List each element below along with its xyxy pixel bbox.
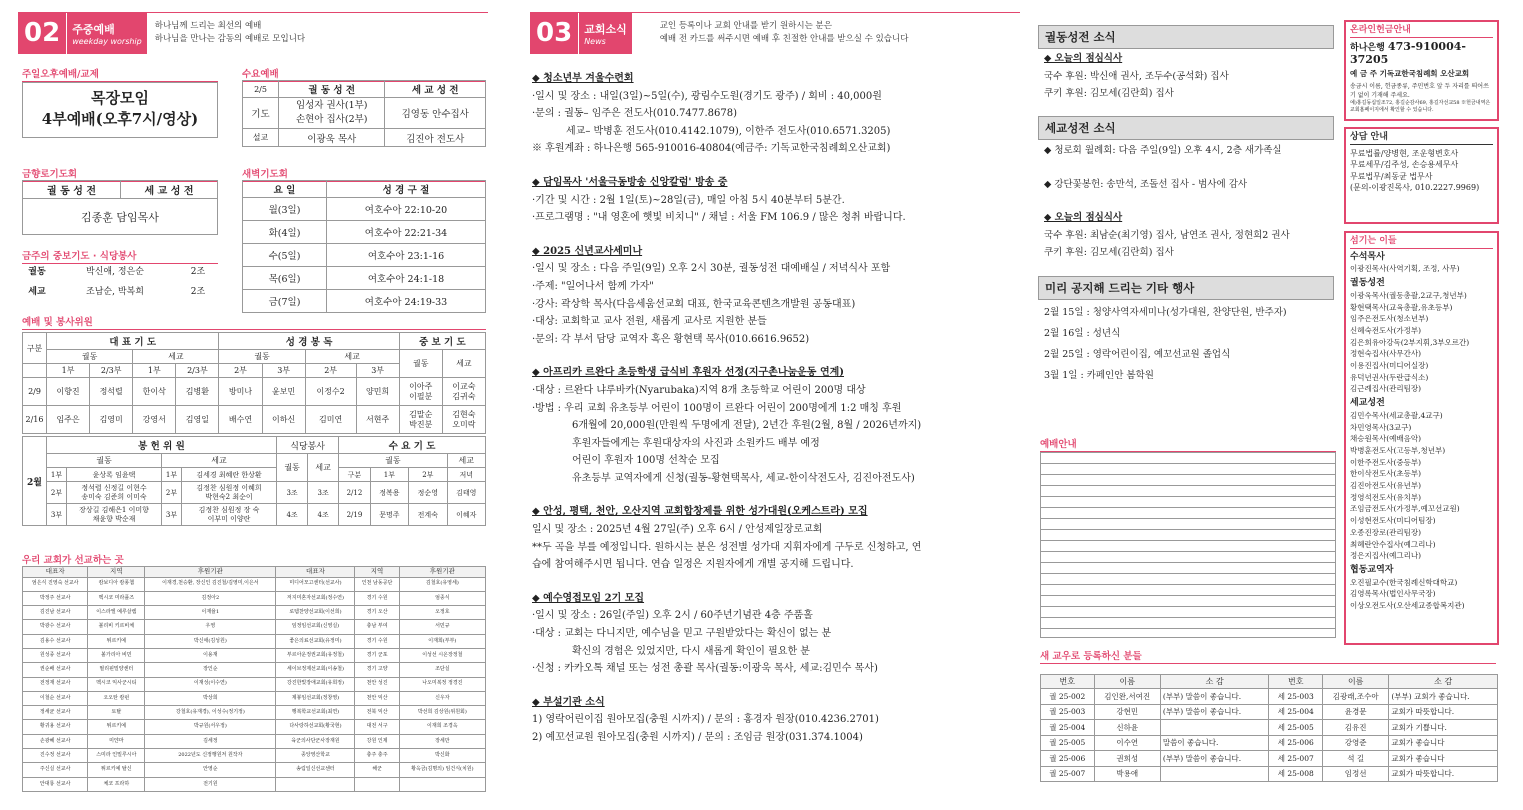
news-list [532,70,921,747]
table-cell: 지역 [355,567,399,578]
table-cell: 다사랑하선교회(황국현) [276,720,355,734]
table-cell: (부부) 교회가 좋습니다. [1389,689,1498,705]
table-cell: 안대룡 선교사 [23,777,88,791]
table-cell: 김정아2 [145,591,276,605]
table-cell: 엄종식 [399,591,485,605]
table-cell: 이름 [1323,675,1389,689]
table-cell: 세 25-004 [1269,704,1323,720]
table-cell: 나오미복정 정경진 [399,677,485,691]
page-section-title: 주중예배 weekday worship [66,12,147,54]
table-cell: 튀르키예 [88,720,145,734]
sunday-line2: 4부예배(오후7시/영상) [41,110,199,128]
section-intercession: 금주의 중보기도 · 식당봉사 [22,248,218,264]
table-cell: 송림일신선교센터 [276,763,355,777]
table-cell: 이재희(부부) [399,634,485,648]
table-cell: 이재율1 [145,606,276,620]
worship-table: 구분 대 표 기 도 성 경 봉 독 중 보 기 도 궐동 세교 궐동 세교 궐동 세교 1부 2/3부 1부 2/3부 2부 3부 2부 3부 2/9 이향진 정석렬 한이삭 김병환 방미나 윤보민 이정수2 양민희 이아주 이필분 이교숙 김귀숙 2/16 임주은 김영미 강영서 김영일 배수연 이하신 김미연 서현주 김말순 박진분 김현숙 오미락 [22,332,486,434]
staff-item: 이광진목사(사역기획, 조정, 사무) [1350,264,1460,274]
table-cell: 후원기관 [399,567,485,578]
table-cell: 로템찬양선교회(이선희) [276,606,355,620]
table-cell: 이재성(이수연) [145,677,276,691]
table-cell: 강현민 [1094,704,1160,720]
dawn-table: 요 일 성 경 구 절 월(3일) 여호수아 22:10-20 화(4일) 여호수아 22:21-34 수(5일) 여호수아 23:1-16 목(6일) 여호수아 24:1-18 금(7일) 여호수아 24:19-33 [242,180,486,313]
table-cell: 조단실 [399,663,485,677]
events-title: 미리 공지해 드리는 기타 행사 [1038,276,1334,300]
table-cell: 이성선 시온장정철 [399,648,485,662]
table-cell: 김인완,서여진 [1094,689,1160,705]
table-cell: 박신화 [399,749,485,763]
table-cell: 엄은식 진영숙 선교사 [23,577,88,591]
table-cell: 지역 [88,567,145,578]
table-row [23,606,486,620]
sunday-box [22,82,218,138]
table-cell: 경기 오산 [355,606,399,620]
table-row [1041,766,1498,782]
staff-item: 한이삭전도사(초등부) [1350,469,1422,479]
gwondong-news: ◆ 오늘의 점심식사 국수 후원: 박신애 권사, 조두수(공석화) 집사 쿠키 후원: 김모세(김란희) 집사 [1044,53,1229,100]
table-cell: 강원 인제 [355,734,399,748]
table-cell: 세 25-005 [1269,720,1323,736]
table-cell [399,777,485,791]
table-cell: 소 감 [1160,675,1269,689]
table-cell: 안영순 [145,763,276,777]
schedule-table-placeholder [1040,452,1336,638]
table-cell: 전정재 선교사 [23,677,88,691]
table-cell: 전기원 [145,777,276,791]
staff-item: 정은지집사(예그리나) [1350,551,1422,561]
table-cell: 손광혜 선교사 [23,734,88,748]
table-cell: 세이브정제선교회(이송철) [276,663,355,677]
page2-header [18,12,305,54]
segyo-news-title: 세교성전 소식 [1038,116,1334,140]
table-cell: 이재경,천승환, 장신인 김진철/김영미,이은서 [145,577,276,591]
table-cell: 서민규 [399,620,485,634]
table-cell: 천안 성진 [355,677,399,691]
table-cell: 미얀마 [88,734,145,748]
table-cell: 박선희 김상원(위원회) [399,706,485,720]
page-desc: 하나님께 드리는 최선의 예배 하나님을 만나는 감동의 예배로 모입니다 [154,21,306,44]
table-cell: 대표자 [276,567,355,578]
page-number: 02 [18,12,66,54]
table-cell: 이재희 조경옥 [399,720,485,734]
table-cell: 번호 [1269,675,1323,689]
section-wed: 수요예배 [242,66,486,82]
section-new-members: 새 교우로 등록하신 분들 [1040,648,1496,664]
table-cell: 강진한빛장애교회(유희정) [276,677,355,691]
table-cell: 행복학교선교회(최연) [276,706,355,720]
table-cell: 경기 고양 [355,663,399,677]
table-cell: 궐 25-002 [1041,689,1095,705]
table-row [23,763,486,777]
table-cell: 이스라엘 예루살렘 [88,606,145,620]
staff-item: 차민영목사(3교구) [1350,422,1412,432]
table-cell: 이용재 [145,648,276,662]
table-cell: 멕시코 미라플즈 [88,591,145,605]
staff-item: 이용진집사(미디어실장) [1350,361,1429,371]
staff-group-title: 수석목사 [1350,251,1385,262]
table-cell: 정세균 선교사 [23,706,88,720]
table-cell: 대전 서구 [355,720,399,734]
table-cell: 김세정 [145,734,276,748]
consult-box: 상담 안내 무료법률/양병현, 조운형변호사 무료세무/김주성, 손승용세무사 무료법무/최동균 법무사 (문의-이광진목사, 010.2227.9969) [1344,127,1499,224]
table-cell: 궐 25-003 [1041,704,1095,720]
table-cell: 박광수 선교사 [23,620,88,634]
table-cell [276,777,355,791]
table-cell: 진수정 선교사 [23,749,88,763]
table-cell [1160,766,1269,782]
table-row [23,720,486,734]
table-row [23,777,486,791]
table-row [23,734,486,748]
table-cell: 강영준 [1323,735,1389,751]
table-cell: 소 감 [1389,675,1498,689]
news2: ◆ 담임목사 '서울극동방송 신앙칼럼' 방송 중 ·기간 및 시간 : 2월 1일(토)~28일(금), 매일 아침 5시 40분부터 5분간. ·프로그램명 : "내 영혼에 햇빛 비치니" / 채널 : 서울 FM 106.9 / 많은 청취 바랍니다. [532,176,906,224]
table-cell: 볼가리아 비민 [88,648,145,662]
table-cell: (부부) 말씀이 좋습니다. [1160,704,1269,720]
table-cell: 김유진 [1323,720,1389,736]
table-cell: 천안 익산 [355,691,399,705]
table-cell: 세 25-006 [1269,735,1323,751]
staff-item: 오진필교수(한국침례신학대학교) [1350,577,1458,587]
table-cell: 해군 [355,763,399,777]
new-members-table [1040,674,1498,782]
inter-table: 궐동 박신애, 정은순 2조 세교 조남순, 박복희 2조 [28,266,206,297]
table-cell: 황귀용 선교사 [23,720,88,734]
page-section-title: 교회소식 News [578,12,632,54]
table-cell: 세 25-007 [1269,751,1323,767]
table-cell: 번호 [1041,675,1095,689]
staff-item: 채승원목사(예배음악) [1350,434,1422,444]
table-cell: 이철순 선교사 [23,691,88,705]
table-row [23,634,486,648]
table-cell: 충남 부여 [355,620,399,634]
table-cell: 황옥금(김명의) 임건식(치원) [399,763,485,777]
table-cell: 김진남 선교사 [23,606,88,620]
table-cell: 궐 25-004 [1041,720,1095,736]
table-cell: 강철호(유재경), 이성수(정기정) [145,706,276,720]
table-cell: 캄보디아 캄퐁쳄 [88,577,145,591]
events: 2월 15일 : 청양사역자세미나(성가대원, 찬양단원, 반주자) 2월 16일 : 성년식 2월 25일 : 영락어린이집, 예꼬선교원 졸업식 3월 1일 : 카페인안 봄학원 [1044,307,1287,381]
table-cell: 좋은의료선교회(유정미) [276,634,355,648]
table-row [23,648,486,662]
table-cell: 제봉임선교회(정창영) [276,691,355,705]
section-worship-staff: 예배 및 봉사위원 [22,314,486,330]
table-cell: 말씀이 좋습니다. [1160,735,1269,751]
table-row [23,706,486,720]
table-cell: 세 25-008 [1269,766,1323,782]
table-row [1041,735,1498,751]
gwondong-news-title: 궐동성전 소식 [1038,25,1334,49]
staff-item: 김민수목사(세교총괄,4교구) [1350,410,1443,420]
news6: ◆ 예수영접모임 2기 모집 ·일시 및 장소 : 26일(주일) 오후 2시 / 60주년기념관 4층 주품홀 ·대상 : 교회는 다니지만, 예수님을 믿고 구원받았다는 확신이 없는 분 확신의 경험은 있었지만, 다시 새롭게 확인이 필요한 분 ·신청 : 카카오톡 채널 또는 성전 총괄 목사(궐동:이광욱 목사, 세교:김민수 목사) [532,592,878,675]
section-sunday: 주일오후예배/교제 [22,66,218,82]
table-cell: 궐 25-007 [1041,766,1095,782]
table-row [23,691,486,705]
table-cell: 교회가 따뜻합니다. [1389,704,1498,720]
table-cell: 경기 수원 [355,634,399,648]
table-cell: 장인순 [145,663,276,677]
table-cell: 신하윤 [1094,720,1160,736]
offering-table: 2월 봉 헌 위 원 식당봉사 수 요 기 도 궐동 세교 궐동 세교 궐동 세교 1부 윤상록 임윤택 1부 김세경 최혜란 한상환 구분 1부 2부 저녁 2부 정석렬 신정길 이현수 송미숙 김준희 이미숙 2부 김정찬 심원정 이혜희 박현숙2 최순이 3조 3조 2/12 정복용 정순영 김태영 3부 장상길 김해은1 이미향 채윤향 박순재 3부 김정찬 심원정 장 숙 이부미 이양란 4조 4조 2/19 문명주 전계숙 이혜자 [22,436,486,526]
table-cell: 김철호(유영세) [399,577,485,591]
news3: ◆ 2025 신년교사세미나 ·일시 및 장소 : 다음 주일(9일) 오후 2시 30분, 궐동성전 대예배실 / 저녁식사 포함 ·주제: "일어나서 함께 가자" ·강사: 곽상학 목사(다음세움선교회 대표, 한국교육콘텐츠개발원 공동대표) ·대상: 교회학교 교사 전원, 새롭게 교사로 지원한 분들 ·문의: 각 부서 담당 교역자 혹은 황현택 목사(010.6616.9652) [532,245,891,345]
table-cell: 체코 프라하 [88,777,145,791]
table-cell: 종앙영산학교 [276,749,355,763]
table-cell: 대표자 [23,567,88,578]
table-cell: 육군의사단군사장재원 [276,734,355,748]
table-cell: 경기 군포 [355,648,399,662]
table-cell: 세 25-003 [1269,689,1323,705]
section-fri: 금향로기도회 [22,166,218,182]
table-cell: 오오탄 캄펀 [88,691,145,705]
segyo-news: ◆ 청로회 월례회: 다음 주일(9일) 오후 4시, 2층 새가족실 ◆ 강단꽃봉헌: 송만석, 조돌선 집사 - 범사에 감사 ◆ 오늘의 점심식사 국수 후원: 최남순(최기영) 집사, 남연조 권사, 정현희2 권사 쿠키 후원: 김모세(김란희) 집사 [1044,145,1290,259]
news1: ◆ 청소년부 겨울수련회 ·일시 및 장소 : 내일(3일)~5일(수), 광림수도원(경기도 광주) / 회비 : 40,000원 ·문의 : 궐동– 임주은 전도사(010.7477.8678) 세교– 박병훈 전도사(010.4142.1079), 이한주 전도사(010.6571.3205) ※ 후원계좌 : 하나은행 565-910016-40804(예금주: 기독교한국침례회오산교회) [532,73,891,155]
table-row [23,620,486,634]
staff-item: 유덕년권사(두란급식소) [1350,372,1429,382]
table-cell [1160,720,1269,736]
staff-item: 최혜란안수집사(예그리나) [1350,539,1436,549]
table-cell: 김광래,조수아 [1323,689,1389,705]
table-cell: 장세만 [399,734,485,748]
table-cell: (부부) 말씀이 좋습니다. [1160,751,1269,767]
table-row [23,677,486,691]
staff-item: 임주은전도사(청소년부) [1350,314,1429,324]
table-cell: 교회가 따뜻합니다. [1389,766,1498,782]
table-cell: 경기 수원 [355,591,399,605]
staff-item: 박병훈전도사(고등부,청년부) [1350,445,1446,455]
staff-item: 이성현전도사(미디어팀장) [1350,516,1436,526]
table-cell: 미디어모고센터(선교사) [276,577,355,591]
table-cell: 권순배 선교사 [23,663,88,677]
table-cell: 전북 익산 [355,706,399,720]
table-cell: 임정임선교회(신영실) [276,620,355,634]
table-cell: 윤경문 [1323,704,1389,720]
news4: ◆ 아프리카 르완다 초등학생 급식비 후원자 선정(지구촌나눔운동 연계) ·대상 : 르완다 냐루바카(Nyarubaka)지역 8개 초등학교 어린이 200명 대상 ·방법 : 우리 교회 유초등부 어린이 100명이 르완다 어린이 200명에게 1:2 매칭 후원 6개월에 20,000원(만원씩 두명에게 전달), 2년간 후원(2월, 8월 / 2026년까지) 후원자들에게는 후원대상자의 사진과 소원카드 배부 예정 어린이 후원자 100명 선착순 모집 유초등부 교역자에게 신청(궐동-황현택목사, 세교-한이삭전도사, 김진아전도사) [532,367,922,484]
staff-group-title: 협동교역자 [1350,564,1394,575]
table-cell: 볼리비 키르비체 [88,620,145,634]
page3-header [530,12,908,54]
online-offering-box: 온라인헌금안내 하나은행 473-910004-37205 예 금 주 기독교한국침례회 오산교회 송금시 이름, 헌금종류, 주민번호 앞 두 자리를 띄어쓰기 없이 기재해 주세요. 예)홍길동십일조72, 홍길순감사69, 홍길자선교58 ※헌금내역은 교회홈페이지에서 확인할 수 있습니다. [1344,20,1499,121]
table-cell: 스미라 인밀루시아 [88,749,145,763]
table-row [1041,704,1498,720]
table-row [1041,720,1498,736]
table-cell: 주신실 선교사 [23,763,88,777]
sunday-line1: 목장모임 [91,89,149,107]
table-cell: 교회가 좋습니다 [1389,751,1498,767]
table-cell: 이름 [1094,675,1160,689]
table-cell: 신우자 [399,691,485,705]
table-cell: 임정선 [1323,766,1389,782]
staff-item: 김은희유아강독(2부지휘,3부오르간) [1350,337,1470,347]
table-row [1041,751,1498,767]
table-row [23,749,486,763]
table-cell: 튀르키예 탈신 [88,763,145,777]
table-row [1041,689,1498,705]
table-cell: 김용수 선교사 [23,634,88,648]
table-cell: 멕시코 익사군시티 [88,677,145,691]
table-cell: (부부) 말씀이 좋습니다. [1160,689,1269,705]
table-cell: 충주 충주 [355,749,399,763]
staff-item: 이광욱목사(궐동총괄,2교구,청년부) [1350,290,1467,300]
staff-group-title: 세교성전 [1350,398,1385,409]
page-desc: 교인 등록이나 교회 안내를 받기 원하시는 분은 예배 전 카드를 써주시면 예배 후 친절한 안내를 받으실 수 있습니다 [659,21,909,44]
table-row [23,663,486,677]
table-cell: 저지미혼자선교회(정수연) [276,591,355,605]
staff-item: 이한주전도사(중등부) [1350,457,1422,467]
staff-item: 신혜숙전도사(가정부) [1350,325,1422,335]
table-cell: 이수연 [1094,735,1160,751]
table-cell: 박정주 선교사 [23,591,88,605]
table-cell: 후원기관 [145,567,276,578]
table-cell: 인천 남동공단 [355,577,399,591]
page3-top-line [530,12,1020,13]
staff-item: 조임금전도사(가정부,예꼬선교원) [1350,504,1460,514]
news5: ◆ 안성, 평택, 천안, 오산지역 교회합창제를 위한 성가대원(오케스트라) 모집 일시 및 장소 : 2025년 4월 27일(주) 오후 6시 / 안성제일장로교회 **두 곡을 부를 예정입니다. 원하시는 분은 성전별 성가대 지휘자에게 구두로 신청하고, 연 습에 참여해주시면 됩니다. 연습 일정은 지원자에게 개별 공지해 드립니다. [532,506,922,571]
staff-box: 섬기는 이들 수석목사 이광진목사(사역기획, 조정, 사무) 궐동성전 이광욱목사(궐동총괄,2교구,청년부) 황현택목사(교육총괄,유초등부) 임주은전도사(청소년부) 신혜숙전도사(가정부) 김은희유아강독(2부지휘,3부오르간) 정현숙집사(사무간사) 이용진집사(미디어실장) 유덕년권사(두란급식소) 김근례집사(관리팀장) 세교성전 김민수목사(세교총괄,4교구) 차민영목사(3교구) 채승원목사(예배음악) 박병훈전도사(고등부,청년부) 이한주전도사(중등부) 한이삭전도사(초등부) 김진아전도사(유년부) 정영석전도사(유치부) 조임금전도사(가정부,예꼬선교원) 이성현전도사(미디어팀장) 오종진장로(관리팀장) 최혜란안수집사(예그리나) 정은지집사(예그리나) 협동교역자 오진필교수(한국침례신학대학교) 김영록목사(법인사무국장) 이상오전도사(오산세교종합복지관) [1344,231,1499,645]
table-cell: 토탈 [88,706,145,720]
staff-item: 김영록목사(법인사무국장) [1350,589,1436,599]
table-cell: 박상희 [145,691,276,705]
table-row [23,577,486,591]
table-cell: 권희성 [1094,751,1160,767]
table-cell: 교회가 좋습니다 [1389,735,1498,751]
page2-top-line [18,12,488,13]
staff-item: 오종진장로(관리팀장) [1350,527,1422,537]
table-row [1041,675,1498,689]
staff-item: 황현택목사(교육총괄,유초등부) [1350,302,1453,312]
section-mission: 우리 교회가 선교하는 곳 [22,552,486,568]
table-cell: 원성종 선교사 [23,648,88,662]
table-cell [355,777,399,791]
news7: ◆ 부설기관 소식 1) 영락어린이집 원아모집(충원 시까지) / 문의 : 홍경자 원장(010.4236.2701) 2) 예꼬선교원 원아모집(충원 시까지) / 문의 : 조임금 원장(031.374.1004) [532,696,879,743]
staff-group-title: 궐동성전 [1350,278,1385,289]
table-cell: 교회가 기쁩니다. [1389,720,1498,736]
table-cell: 부르아운정권교회(유정철) [276,648,355,662]
page-number: 03 [530,12,578,54]
fri-table: 궐 동 성 전 세 교 성 전 김종훈 담임목사 [22,180,218,235]
section-schedule: 예배안내 [1040,436,1336,452]
table-row [23,591,486,605]
table-cell: 오정호 [399,606,485,620]
staff-item: 김진아전도사(유년부) [1350,481,1422,491]
table-cell: 석 길 [1323,751,1389,767]
mission-table [22,566,486,792]
table-cell: 궐 25-005 [1041,735,1095,751]
table-cell: 박용애 [1094,766,1160,782]
table-row [23,567,486,578]
table-cell: 2022년도 신정행원저 원작자 [145,749,276,763]
staff-item: 정현숙집사(사무간사) [1350,349,1422,359]
staff-item: 정영석전도사(유치부) [1350,492,1422,502]
table-cell: 박신애(김성원) [145,634,276,648]
staff-item: 김근례집사(관리팀장) [1350,384,1422,394]
table-cell: 박규원(서우정) [145,720,276,734]
table-cell: 우영 [145,620,276,634]
table-cell: 궐 25-006 [1041,751,1095,767]
section-dawn: 새벽기도회 [242,166,486,182]
wed-table: 2/5 궐 동 성 전 세 교 성 전 기도 임성자 권사(1부) 손현아 집사(2부) 김영동 안수집사 설교 이광욱 목사 김진아 전도사 [242,80,486,147]
table-cell: 튀르키예 [88,634,145,648]
table-cell: 필리핀밀양센터 [88,663,145,677]
staff-item: 이상오전도사(오산세교종합복지관) [1350,601,1465,611]
